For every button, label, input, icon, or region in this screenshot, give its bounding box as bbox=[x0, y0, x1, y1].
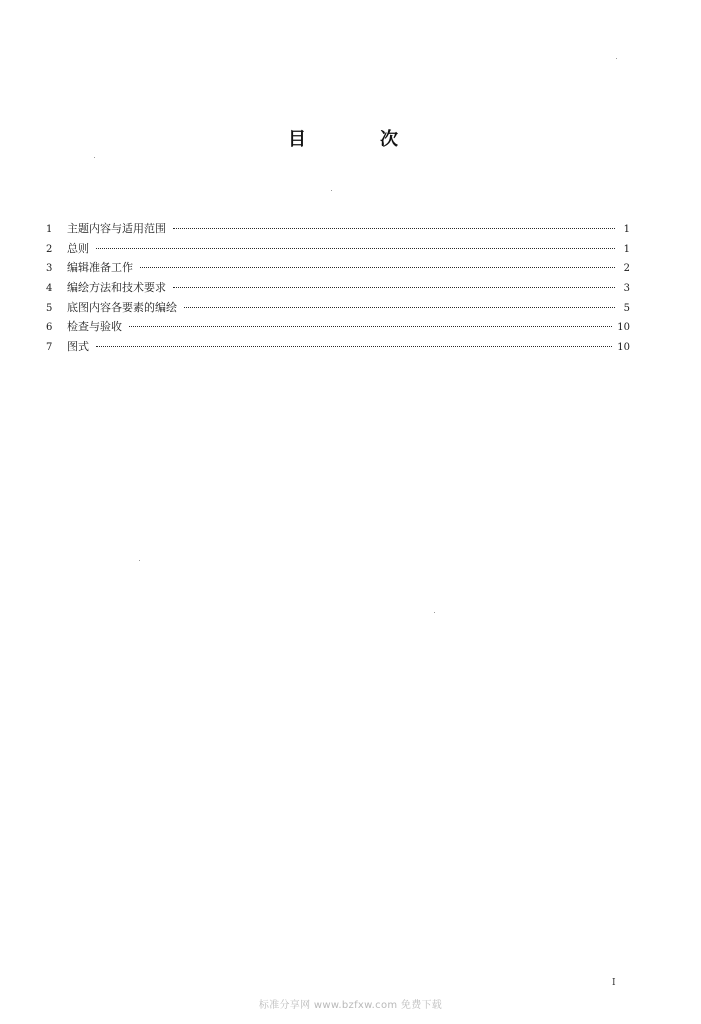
toc-entry-page: 5 bbox=[623, 302, 630, 314]
toc-entry[interactable] bbox=[46, 298, 630, 318]
toc-entry-number: 7 bbox=[46, 342, 53, 354]
toc-dot-leader bbox=[140, 266, 615, 268]
toc-entry-number: 5 bbox=[46, 302, 53, 314]
toc-entry-number: 3 bbox=[46, 263, 53, 275]
toc-dot-leader bbox=[173, 227, 615, 229]
toc-entry-number: 4 bbox=[46, 283, 53, 295]
toc-entry[interactable] bbox=[46, 337, 630, 357]
toc-entry-number: 2 bbox=[46, 243, 53, 255]
scan-speck bbox=[434, 612, 435, 613]
toc-entry[interactable] bbox=[46, 219, 630, 239]
toc-entry-number: 1 bbox=[46, 224, 53, 235]
toc-entry[interactable] bbox=[46, 258, 630, 278]
page-number: I bbox=[612, 978, 616, 988]
toc-entry-page: 10 bbox=[617, 322, 630, 334]
toc-entry-label: 编绘方法和技术要求 bbox=[67, 281, 166, 295]
toc-entry-page: 1 bbox=[623, 243, 630, 255]
toc-entry[interactable] bbox=[46, 317, 630, 337]
toc-entry-label: 总则 bbox=[67, 241, 89, 255]
toc-entry-page: 1 bbox=[623, 224, 630, 235]
toc-entry-label: 底图内容各要素的编绘 bbox=[67, 300, 177, 314]
toc-dot-leader bbox=[129, 325, 612, 327]
toc-entry[interactable] bbox=[46, 278, 630, 298]
page-title bbox=[288, 127, 398, 153]
toc-entry[interactable] bbox=[46, 239, 630, 259]
scan-speck bbox=[331, 190, 332, 191]
scan-speck bbox=[616, 58, 617, 59]
toc-dot-leader bbox=[96, 247, 615, 249]
scan-speck bbox=[94, 157, 95, 158]
watermark-text: 标准分享网 www.bzfxw.com 免费下载 bbox=[258, 1000, 443, 1011]
toc-dot-leader bbox=[173, 286, 615, 288]
title-char-2: 次 bbox=[380, 129, 398, 150]
toc-entry-number: 6 bbox=[46, 322, 53, 334]
toc-entry-label: 主题内容与适用范围 bbox=[67, 222, 166, 235]
toc-entry-label: 编辑准备工作 bbox=[67, 261, 133, 275]
table-of-contents bbox=[46, 219, 630, 357]
title-char-1: 目 bbox=[288, 129, 306, 150]
toc-entry-label: 检查与验收 bbox=[67, 320, 122, 334]
toc-entry-page: 3 bbox=[623, 283, 630, 295]
toc-entry-page: 2 bbox=[623, 263, 630, 275]
scan-speck bbox=[139, 560, 140, 561]
toc-entry-page: 10 bbox=[617, 342, 630, 354]
toc-entry-label: 图式 bbox=[67, 340, 89, 354]
toc-dot-leader bbox=[96, 345, 612, 347]
toc-dot-leader bbox=[184, 306, 615, 308]
